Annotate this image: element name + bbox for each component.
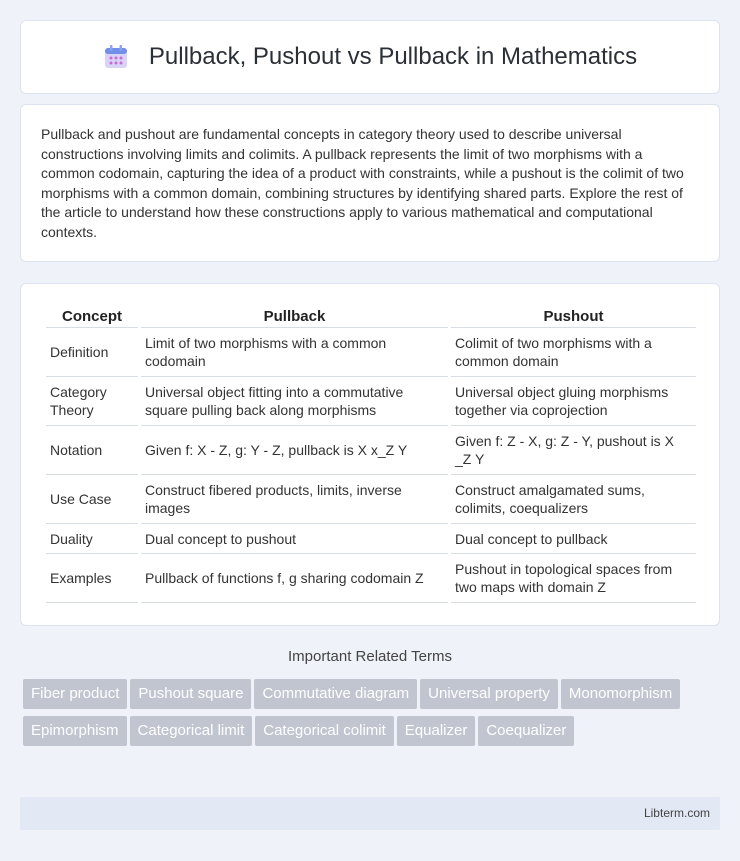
related-terms-title: Important Related Terms bbox=[288, 648, 452, 665]
related-term-tag[interactable]: Commutative diagram bbox=[254, 679, 417, 709]
table-row bbox=[46, 554, 696, 603]
column-header: Concept bbox=[46, 304, 138, 328]
table-cell: Examples bbox=[46, 554, 138, 603]
footer-site-link[interactable]: Libterm.com bbox=[643, 806, 710, 820]
column-header: Pushout bbox=[451, 304, 696, 328]
table-cell: Definition bbox=[46, 328, 138, 377]
table-row bbox=[46, 426, 696, 475]
column-header: Pullback bbox=[141, 304, 448, 328]
table-cell: Colimit of two morphisms with a common domain bbox=[451, 328, 696, 377]
table-cell: Pushout in topological spaces from two maps with domain Z bbox=[451, 554, 696, 603]
related-term-tag[interactable]: Equalizer bbox=[397, 716, 476, 746]
table-row bbox=[46, 377, 696, 426]
calendar-icon bbox=[103, 44, 129, 70]
header-card bbox=[20, 20, 720, 94]
table-cell: Dual concept to pullback bbox=[451, 524, 696, 554]
related-term-tag[interactable]: Coequalizer bbox=[478, 716, 574, 746]
comparison-table-card bbox=[20, 283, 720, 626]
table-row bbox=[46, 328, 696, 377]
table-cell: Universal object gluing morphisms together via coprojection bbox=[451, 377, 696, 426]
table-cell: Construct amalgamated sums, colimits, coequalizers bbox=[451, 475, 696, 524]
table-cell: Given f: Z - X, g: Z - Y, pushout is X _Z Y bbox=[451, 426, 696, 475]
intro-text: Pullback and pushout are fundamental concepts in category theory used to describe universal constructions involving limits and colimits. A pullback represents the limit of two morphisms with a common codomain, capturing the idea of a product with constraints, while a pushout is the colimit of two morphisms with a common domain, combining structures by identifying shared parts. Explore the rest of the article to understand how these constructions apply to various mathematical and computational contexts. bbox=[41, 126, 684, 240]
table-cell: Construct fibered products, limits, inverse images bbox=[141, 475, 448, 524]
table-cell: Dual concept to pushout bbox=[141, 524, 448, 554]
related-term-tag[interactable]: Universal property bbox=[420, 679, 558, 709]
footer bbox=[20, 797, 720, 830]
table-cell: Given f: X - Z, g: Y - Z, pullback is X x_Z Y bbox=[141, 426, 448, 475]
table-cell: Limit of two morphisms with a common codomain bbox=[141, 328, 448, 377]
related-term-tag[interactable]: Categorical colimit bbox=[255, 716, 394, 746]
related-term-tag[interactable]: Epimorphism bbox=[23, 716, 127, 746]
table-cell: Notation bbox=[46, 426, 138, 475]
related-term-tag[interactable]: Pushout square bbox=[130, 679, 251, 709]
related-term-tag[interactable]: Monomorphism bbox=[561, 679, 680, 709]
table-cell: Category Theory bbox=[46, 377, 138, 426]
table-row bbox=[46, 475, 696, 524]
table-cell: Universal object fitting into a commutative square pulling back along morphisms bbox=[141, 377, 448, 426]
table-row bbox=[46, 524, 696, 554]
intro-card bbox=[20, 104, 720, 262]
related-term-tag[interactable]: Fiber product bbox=[23, 679, 127, 709]
table-cell: Pullback of functions f, g sharing codomain Z bbox=[141, 554, 448, 603]
related-term-tag[interactable]: Categorical limit bbox=[130, 716, 253, 746]
table-header-row bbox=[46, 304, 696, 328]
table-cell: Duality bbox=[46, 524, 138, 554]
comparison-table bbox=[43, 304, 699, 603]
related-terms-list bbox=[23, 679, 723, 753]
page-title: Pullback, Pushout vs Pullback in Mathematics bbox=[148, 43, 638, 70]
table-cell: Use Case bbox=[46, 475, 138, 524]
